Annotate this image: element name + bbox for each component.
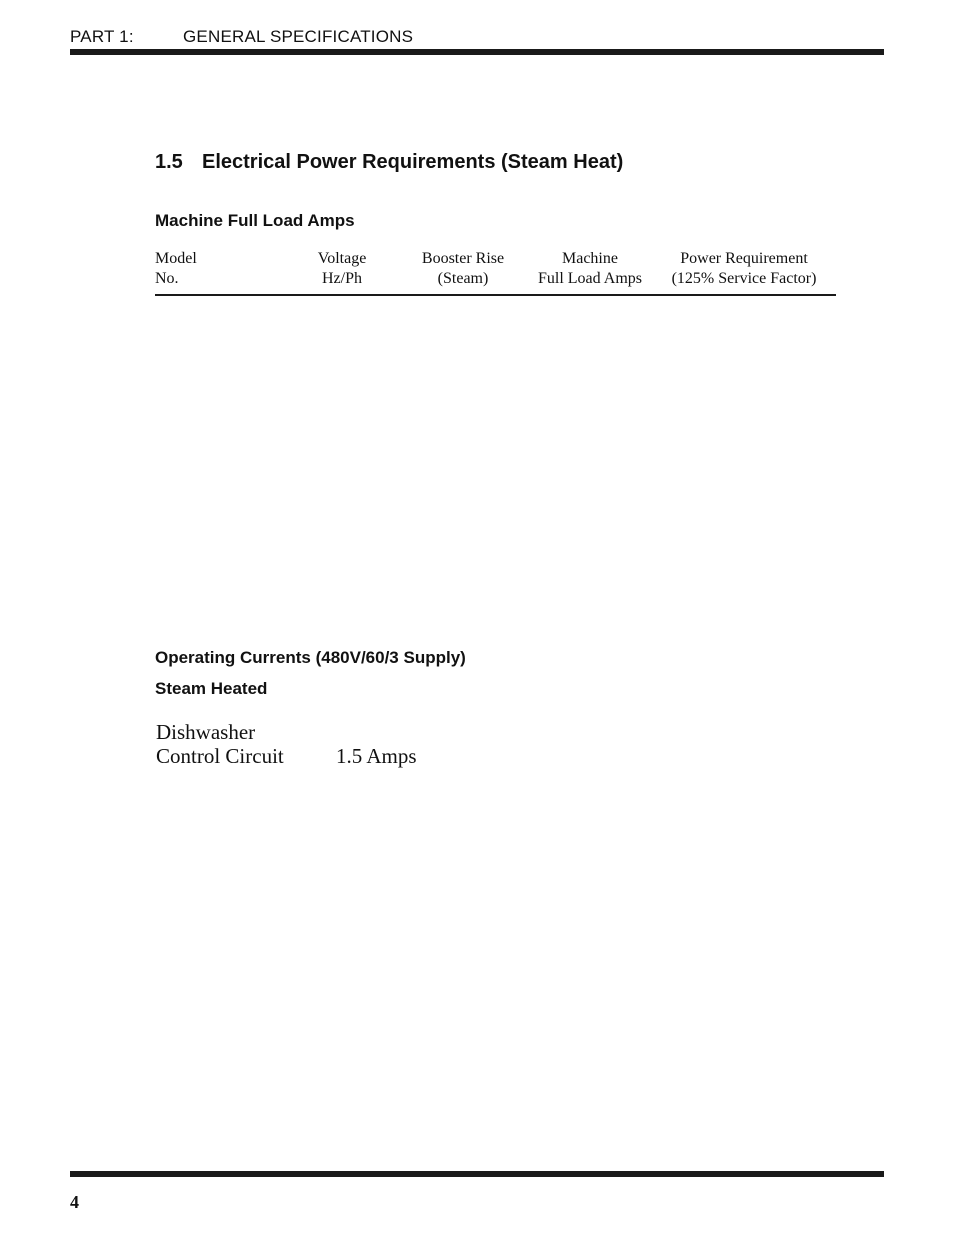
column-header-full-load-amps [526,249,654,289]
steam-heated-heading: Steam Heated [155,679,268,698]
column-header-line: Full Load Amps [537,270,642,287]
column-header-line: (Steam) [437,270,489,287]
column-header-line: (125% Service Factor) [671,270,817,287]
column-header-line: Booster Rise [421,250,505,267]
page-number: 4 [70,1192,79,1212]
column-header-line: No. [155,270,179,287]
column-header-line: Power Requirement [680,250,808,267]
full-load-heading: Machine Full Load Amps [155,211,355,230]
page-header [70,27,413,47]
column-header-booster-rise [403,249,523,289]
column-header-line: Hz/Ph [322,270,362,287]
header-rule [70,49,884,55]
section-heading [155,151,623,174]
footer-rule [70,1171,884,1177]
column-header-voltage [292,249,392,289]
section-number: 1.5 [155,151,183,173]
table-header-rule [155,294,836,296]
operating-currents-heading: Operating Currents (480V/60/3 Supply) [155,648,466,667]
header-title: GENERAL SPECIFICATIONS [183,27,414,46]
section-title: Electrical Power Requirements (Steam Heat) [202,151,624,173]
column-header-line: Voltage [317,250,367,267]
header-part-label: PART 1: [70,27,134,46]
column-header-power-requirement [660,249,828,289]
column-header-line: Machine [562,250,618,267]
column-header-model [155,249,197,289]
column-header-line: Model [155,250,197,267]
current-item-line2: Control Circuit [156,744,284,768]
current-item-value: 1.5 Amps [336,744,417,768]
current-item-line1: Dishwasher [156,720,256,744]
